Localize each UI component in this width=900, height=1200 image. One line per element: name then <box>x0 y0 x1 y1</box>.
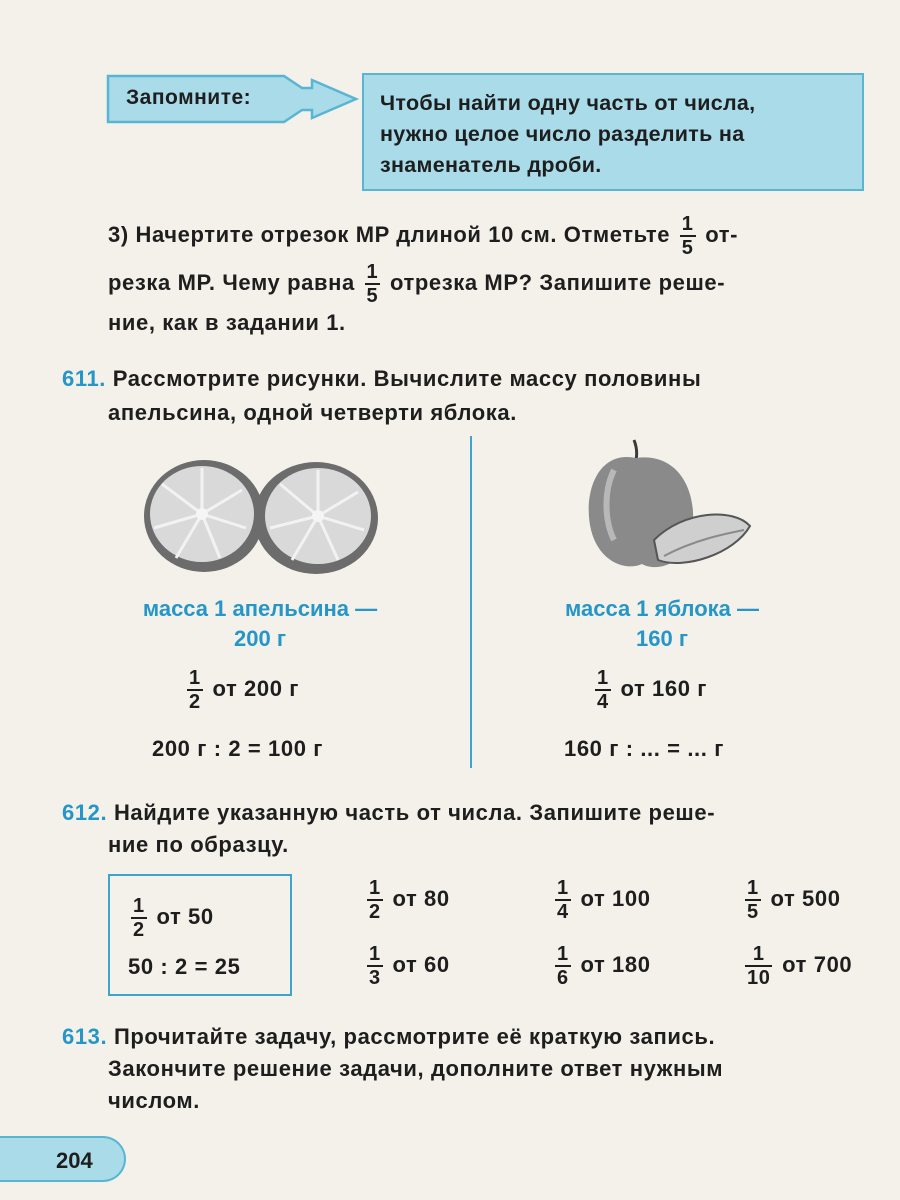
frac-den: 2 <box>369 901 381 923</box>
task3-line2 <box>108 262 725 306</box>
frac-den: 2 <box>133 919 145 941</box>
of-text: от 500 <box>770 885 841 911</box>
of-text: от 100 <box>580 885 651 911</box>
exercise-item <box>742 878 841 922</box>
task613-line1 <box>62 1024 715 1050</box>
page-number: 204 <box>56 1148 93 1173</box>
task-number: 612. <box>62 800 108 825</box>
task612-line2: ние по образцу. <box>108 832 289 857</box>
fraction <box>131 896 147 940</box>
task611-text: Рассмотрите рисунки. Вычислите массу половины <box>112 366 702 391</box>
exercise-item <box>552 944 651 988</box>
task3-text: отрезка MP? Запишите реше- <box>390 269 726 295</box>
caption-line: 160 г <box>636 626 688 651</box>
fraction <box>680 214 696 258</box>
frac-num: 1 <box>557 943 569 965</box>
rule-line: нужно целое число разделить на <box>380 122 745 146</box>
column-divider <box>470 436 472 768</box>
task612-text: Найдите указанную часть от числа. Запишите реше- <box>113 800 716 825</box>
example-fraction-expr <box>128 896 214 940</box>
apple-equation: 160 г : ... = ... г <box>564 736 724 761</box>
frac-num: 1 <box>557 877 569 899</box>
frac-den: 2 <box>189 691 201 713</box>
orange-caption <box>110 594 410 654</box>
task3-text: от- <box>705 221 739 247</box>
fraction <box>595 668 611 712</box>
task612-line1 <box>62 800 715 826</box>
exercise-item <box>552 878 651 922</box>
of-text: от 700 <box>782 951 853 977</box>
task3-text: 3) Начертите отрезок MP длиной 10 см. Отметьте <box>108 221 671 247</box>
fraction <box>367 878 383 922</box>
frac-num: 1 <box>369 877 381 899</box>
frac-den: 6 <box>557 967 569 989</box>
frac-num: 1 <box>133 895 145 917</box>
rule-line: знаменатель дроби. <box>380 153 602 177</box>
of-text: от 50 <box>156 903 214 929</box>
caption-line: 200 г <box>234 626 286 651</box>
of-text: от 160 г <box>620 675 708 701</box>
of-text: от 200 г <box>212 675 300 701</box>
task611-line1 <box>62 366 701 392</box>
fraction <box>365 262 381 306</box>
fraction <box>555 944 571 988</box>
frac-num: 1 <box>597 667 609 689</box>
task3-line3: ние, как в задании 1. <box>108 310 346 335</box>
orange-fraction-expr <box>184 668 299 712</box>
task3-line1 <box>108 214 738 258</box>
frac-den: 4 <box>597 691 609 713</box>
frac-den: 5 <box>747 901 759 923</box>
frac-num: 1 <box>681 213 694 235</box>
rule-line: Чтобы найти одну часть от числа, <box>380 91 756 115</box>
frac-den: 5 <box>681 237 694 259</box>
exercise-item <box>742 944 852 988</box>
caption-line: масса 1 апельсина — <box>142 596 378 621</box>
fraction <box>745 878 761 922</box>
frac-num: 1 <box>752 943 765 965</box>
frac-num: 1 <box>747 877 759 899</box>
fraction <box>187 668 203 712</box>
of-text: от 80 <box>392 885 450 911</box>
task-number: 611. <box>62 366 107 391</box>
frac-den: 10 <box>747 967 771 989</box>
fraction <box>367 944 383 988</box>
frac-num: 1 <box>189 667 201 689</box>
orange-equation: 200 г : 2 = 100 г <box>152 736 324 761</box>
task611-line2: апельсина, одной четверти яблока. <box>108 400 517 425</box>
remember-tag <box>106 74 318 124</box>
page-number-badge <box>0 1136 126 1182</box>
caption-line: масса 1 яблока — <box>564 596 759 621</box>
frac-den: 5 <box>366 285 379 307</box>
task-number: 613. <box>62 1024 108 1049</box>
of-text: от 60 <box>392 951 450 977</box>
orange-halves-illustration <box>142 458 382 578</box>
fraction <box>745 944 772 988</box>
frac-num: 1 <box>366 261 379 283</box>
task613-text: Прочитайте задачу, рассмотрите её краткую запись. <box>113 1024 716 1049</box>
apple-caption <box>512 594 812 654</box>
remember-label: Запомните: <box>126 86 252 109</box>
example-equation: 50 : 2 = 25 <box>128 954 241 979</box>
fraction <box>555 878 571 922</box>
frac-den: 3 <box>369 967 381 989</box>
rule-box <box>362 73 864 191</box>
apple-fraction-expr <box>592 668 707 712</box>
task3-text: резка MP. Чему равна <box>108 269 355 295</box>
exercise-item <box>364 944 450 988</box>
apple-with-slice-illustration <box>584 430 764 576</box>
exercise-item <box>364 878 450 922</box>
frac-den: 4 <box>557 901 569 923</box>
frac-num: 1 <box>369 943 381 965</box>
of-text: от 180 <box>580 951 651 977</box>
task613-line2: Закончите решение задачи, дополните ответ нужным <box>108 1056 724 1081</box>
task613-line3: числом. <box>108 1088 200 1113</box>
